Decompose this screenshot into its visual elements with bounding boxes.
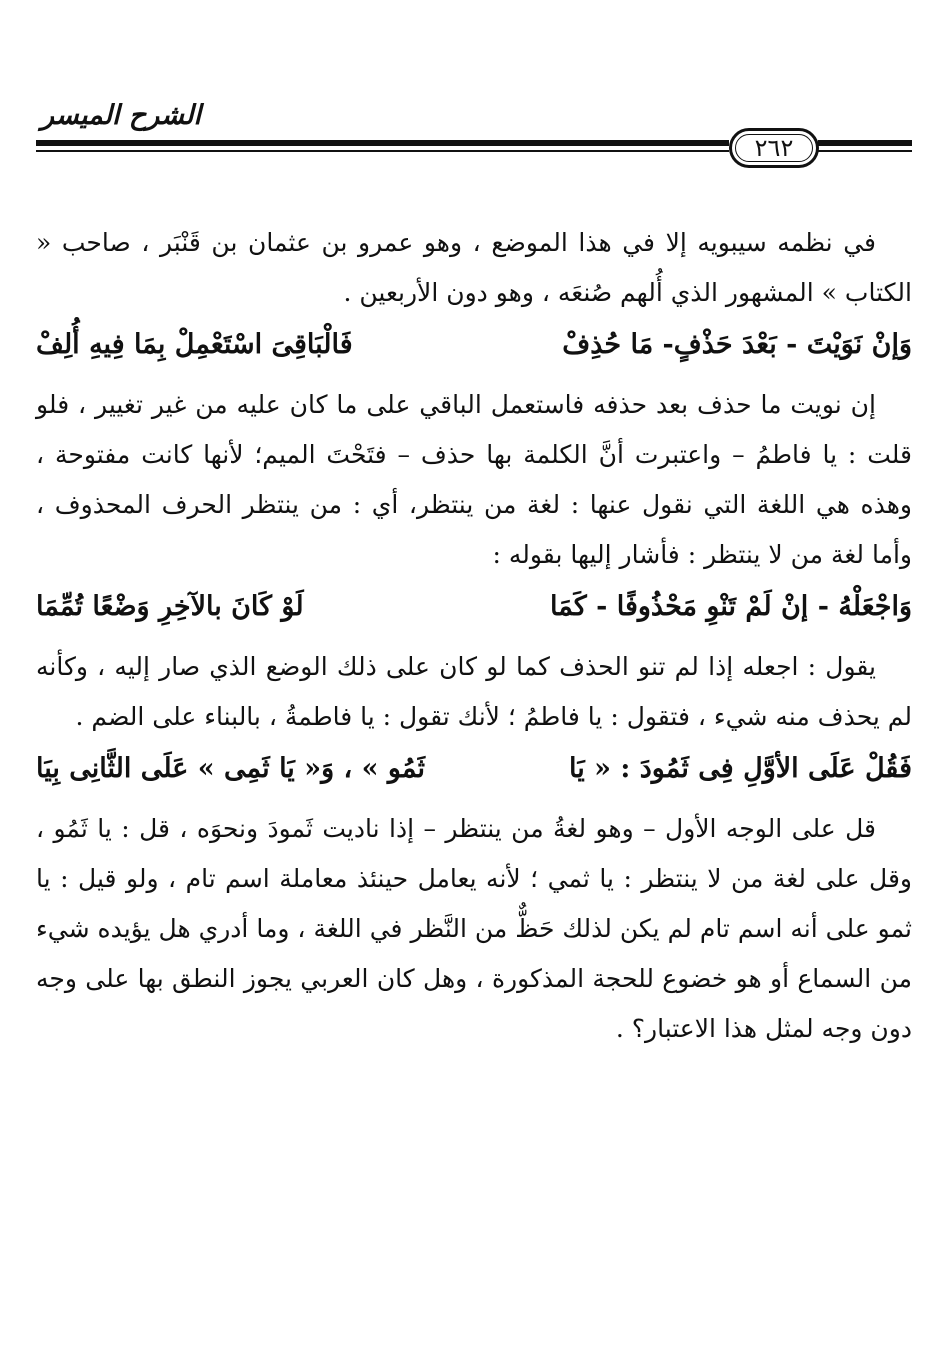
verse-second-hemistich: فَالْبَاقِىَ اسْتَعْمِلْ بِمَا فِيهِ أُلِفْ (36, 329, 353, 360)
paragraph: يقول : اجعله إذا لم تنو الحذف كما لو كان على ذلك الوضع الذي صار إليه ، وكأنه لم يحذف منه شيء ، فتقول : يا فاطمُ ؛ لأنك تقول : يا فاطمةُ ، بالبناء على الضم . (36, 652, 912, 731)
paragraph: في نظمه سيبويه إلا في هذا الموضع ، وهو عمرو بن عثمان بن قَنْبَر ، صاحب « الكتاب » المشهور الذي أُلهم صُنعَه ، وهو دون الأربعين . (36, 228, 912, 307)
verse-second-hemistich: لَوْ كَانَ بالآخِرِ وَضْعًا تُمِّمَا (36, 591, 304, 622)
book-title: الشرح الميسر (40, 100, 201, 131)
paragraph: إن نويت ما حذف بعد حذفه فاستعمل الباقي على ما كان عليه من غير تغيير ، فلو قلت : يا فاطمُ – واعتبرت أنَّ الكلمة بها حذف – فتَحْتَ الميم؛ لأنها كانت مفتوحة ، وهذه هي اللغة التي نقول عنها : لغة من ينتظر، أي : من ينتظر الحرف المحذوف ، وأما لغة من لا ينتظر : فأشار إليها بقوله : (36, 390, 912, 569)
header-rule-thin (36, 150, 729, 152)
verse-first-hemistich: وَاجْعَلْهُ - إنْ لَمْ تَنْوِ مَحْذُوفًا - كَمَا (550, 591, 912, 622)
header-rule-thick (36, 140, 729, 146)
verse-first-hemistich: فَقُلْ عَلَى الأوَّلِ فِى ثَمُودَ : « يَا (568, 753, 912, 784)
page-body (36, 218, 912, 1054)
verse-second-hemistich: ثَمُو » ، وَ« يَا ثَمِى » عَلَى الثَّانِى بِيَا (36, 753, 425, 784)
paragraph: قل على الوجه الأول – وهو لغةُ من ينتظر – إذا ناديت ثَمودَ ونحوَه ، قل : يا ثَمُو ، وقل على لغة من لا ينتظر : يا ثمي ؛ لأنه يعامل حينئذ معاملة اسم تام ، ولو قيل : يا ثمو على أنه اسم تام لم يكن لذلك حَظٌّ من النَّظر في اللغة ، وما أدري هل يؤيده شيء من السماع أو هو خضوع للحجة المذكورة ، وهل كان العربي يجوز النطق بها على وجه دون وجه لمثل هذا الاعتبار؟ . (36, 814, 912, 1043)
verse-line (36, 742, 912, 796)
page-number: ٢٦٢ (729, 128, 819, 168)
verse-first-hemistich: وَإنْ نَوَيْتَ - بَعْدَ حَذْفٍ- مَا حُذِفْ (562, 329, 912, 360)
header-rule-right-thin (818, 150, 912, 152)
verse-line (36, 318, 912, 372)
page-header (36, 100, 912, 180)
header-rule-right-thick (818, 140, 912, 146)
verse-line (36, 580, 912, 634)
